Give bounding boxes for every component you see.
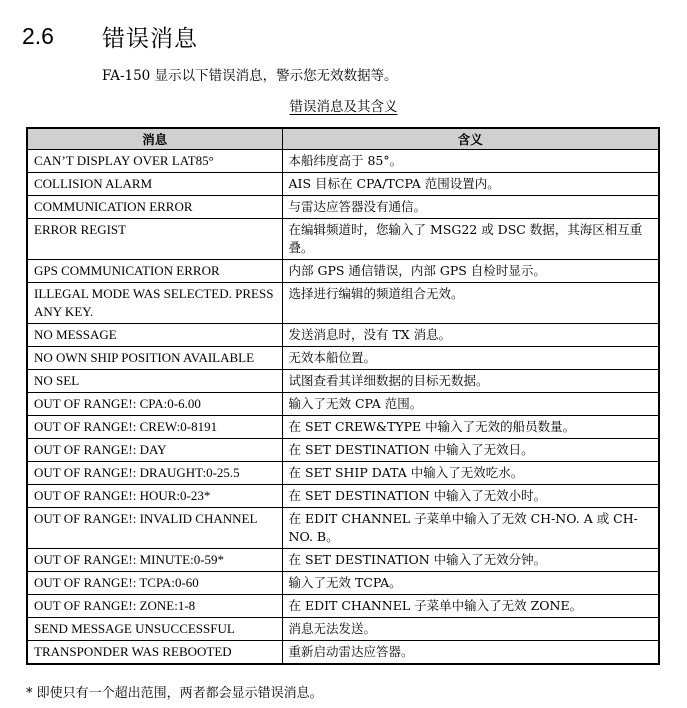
table-row <box>27 462 659 485</box>
error-message-cell: ILLEGAL MODE WAS SELECTED. PRESS ANY KEY. <box>27 283 282 324</box>
header-meaning: 含义 <box>282 128 659 150</box>
table-row <box>27 485 659 508</box>
table-row <box>27 347 659 370</box>
table-row <box>27 572 659 595</box>
error-message-cell: GPS COMMUNICATION ERROR <box>27 260 282 283</box>
section-heading <box>22 20 198 52</box>
table-row <box>27 393 659 416</box>
error-message-table <box>26 127 660 665</box>
footnote: * 即使只有一个超出范围，两者都会显示错误消息。 <box>26 686 323 701</box>
meaning-cell: 内部 GPS 通信错误，内部 GPS 自检时显示。 <box>282 260 659 283</box>
meaning-cell: 在 SET DESTINATION 中输入了无效分钟。 <box>282 549 659 572</box>
table-row <box>27 549 659 572</box>
meaning-cell: 重新启动雷达应答器。 <box>282 641 659 665</box>
section-title: 错误消息 <box>102 25 198 52</box>
error-message-cell: COLLISION ALARM <box>27 173 282 196</box>
error-message-cell: CAN’T DISPLAY OVER LAT85° <box>27 150 282 173</box>
table-row <box>27 416 659 439</box>
meaning-cell: 在 SET DESTINATION 中输入了无效小时。 <box>282 485 659 508</box>
table-row <box>27 173 659 196</box>
meaning-cell: 在编辑频道时，您输入了 MSG22 或 DSC 数据，其海区相互重叠。 <box>282 219 659 260</box>
table-row <box>27 595 659 618</box>
meaning-cell: 试图查看其详细数据的目标无数据。 <box>282 370 659 393</box>
meaning-cell: 与雷达应答器没有通信。 <box>282 196 659 219</box>
table-row <box>27 196 659 219</box>
error-message-cell: OUT OF RANGE!: CREW:0-8191 <box>27 416 282 439</box>
error-message-cell: TRANSPONDER WAS REBOOTED <box>27 641 282 665</box>
table-row <box>27 283 659 324</box>
table-header-row <box>27 128 659 150</box>
table-row <box>27 370 659 393</box>
error-message-cell: OUT OF RANGE!: CPA:0-6.00 <box>27 393 282 416</box>
error-message-cell: OUT OF RANGE!: ZONE:1-8 <box>27 595 282 618</box>
meaning-cell: 选择进行编辑的频道组合无效。 <box>282 283 659 324</box>
table-row <box>27 150 659 173</box>
error-message-cell: OUT OF RANGE!: HOUR:0-23* <box>27 485 282 508</box>
table-row <box>27 219 659 260</box>
error-message-cell: OUT OF RANGE!: TCPA:0-60 <box>27 572 282 595</box>
table-row <box>27 641 659 665</box>
meaning-cell: 本船纬度高于 85°。 <box>282 150 659 173</box>
error-message-cell: OUT OF RANGE!: MINUTE:0-59* <box>27 549 282 572</box>
table-row <box>27 439 659 462</box>
error-message-cell: NO OWN SHIP POSITION AVAILABLE <box>27 347 282 370</box>
error-message-cell: NO MESSAGE <box>27 324 282 347</box>
meaning-cell: 发送消息时，没有 TX 消息。 <box>282 324 659 347</box>
intro-text: FA-150 显示以下错误消息，警示您无效数据等。 <box>102 68 398 84</box>
header-message: 消息 <box>27 128 282 150</box>
error-message-cell: SEND MESSAGE UNSUCCESSFUL <box>27 618 282 641</box>
meaning-cell: 在 EDIT CHANNEL 子菜单中输入了无效 CH-NO. A 或 CH-NO. B。 <box>282 508 659 549</box>
table-row <box>27 618 659 641</box>
table-caption <box>0 95 687 115</box>
meaning-cell: AIS 目标在 CPA/TCPA 范围设置内。 <box>282 173 659 196</box>
meaning-cell: 消息无法发送。 <box>282 618 659 641</box>
error-message-cell: COMMUNICATION ERROR <box>27 196 282 219</box>
error-message-cell: ERROR REGIST <box>27 219 282 260</box>
table-row <box>27 508 659 549</box>
meaning-cell: 无效本船位置。 <box>282 347 659 370</box>
meaning-cell: 在 SET DESTINATION 中输入了无效日。 <box>282 439 659 462</box>
error-message-cell: OUT OF RANGE!: DAY <box>27 439 282 462</box>
table-row <box>27 324 659 347</box>
error-message-cell: NO SEL <box>27 370 282 393</box>
table-caption-text: 错误消息及其含义 <box>289 99 398 115</box>
meaning-cell: 在 SET SHIP DATA 中输入了无效吃水。 <box>282 462 659 485</box>
error-message-cell: OUT OF RANGE!: DRAUGHT:0-25.5 <box>27 462 282 485</box>
meaning-cell: 输入了无效 TCPA。 <box>282 572 659 595</box>
meaning-cell: 在 EDIT CHANNEL 子菜单中输入了无效 ZONE。 <box>282 595 659 618</box>
section-number: 2.6 <box>22 22 54 49</box>
meaning-cell: 输入了无效 CPA 范围。 <box>282 393 659 416</box>
table-row <box>27 260 659 283</box>
meaning-cell: 在 SET CREW&TYPE 中输入了无效的船员数量。 <box>282 416 659 439</box>
error-message-cell: OUT OF RANGE!: INVALID CHANNEL <box>27 508 282 549</box>
